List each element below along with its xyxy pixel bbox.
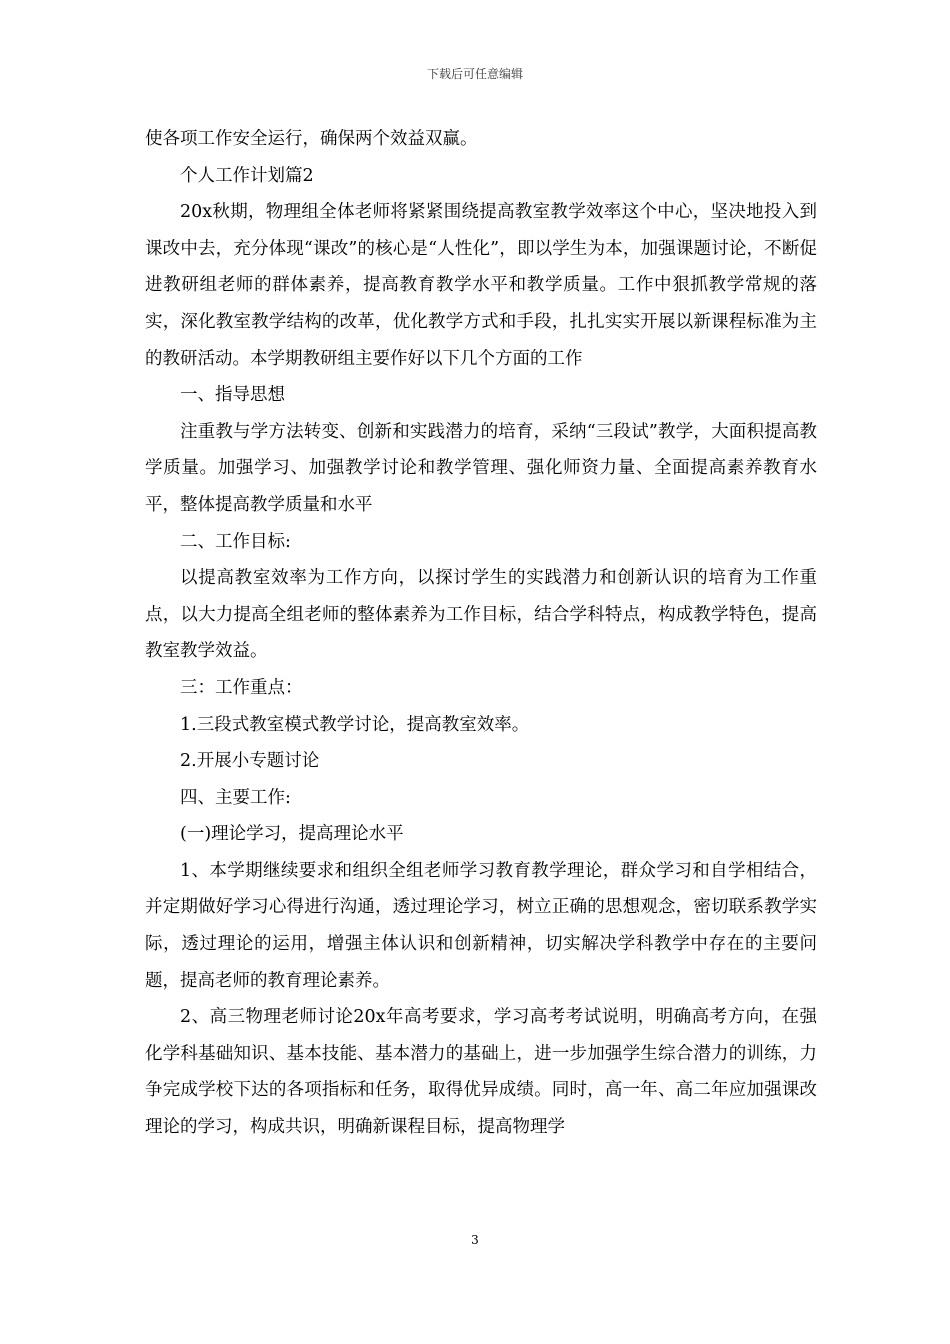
- document-body: [145, 121, 817, 1146]
- paragraph: 1.三段式教室模式教学讨论，提高教室效率。: [180, 714, 530, 735]
- paragraph: 个人工作计划篇2: [180, 165, 314, 186]
- paragraph: 一、指导思想: [180, 385, 285, 406]
- paragraph: 20x秋期，物理组全体老师将紧紧围绕提高教室教学效率这个中心，坚决地投入到课改中去，充分体现“课改”的核心是“人性化”，即以学生为本，加强课题讨论，不断促进教研组老师的群体素养，提高教育教学水平和教学质量。工作中狠抓教学常规的落实，深化教室教学结构的改革，优化教学方式和手段，扎扎实实开展以新课程标准为主的教研活动。本学期教研组主要作好以下几个方面的工作: [145, 202, 817, 369]
- paragraph: 2、高三物理老师讨论20x年高考要求，学习高考考试说明，明确高考方向，在强化学科基础知识、基本技能、基本潜力的基础上，进一步加强学生综合潜力的训练，力争完成学校下达的各项指标和任务，取得优异成绩。同时，高一年、高二年应加强课改理论的学习，构成共识，明确新课程目标，提高物理学: [145, 1007, 817, 1138]
- paragraph: 四、主要工作:: [180, 787, 291, 808]
- paragraph: (一)理论学习，提高理论水平: [180, 824, 404, 845]
- page-header-note: 下载后可任意编辑: [426, 67, 523, 81]
- paragraph: 1、本学期继续要求和组织全组老师学习教育教学理论，群众学习和自学相结合，并定期做好学习心得进行沟通，透过理论学习，树立正确的思想观念，密切联系教学实际，透过理论的运用，增强主体认识和创新精神，切实解决学科教学中存在的主要问题，提高老师的教育理论素养。: [145, 860, 817, 991]
- paragraph: 三：工作重点：: [180, 677, 303, 698]
- paragraph: 使各项工作安全运行，确保两个效益双赢。: [145, 129, 478, 149]
- paragraph: 2.开展小专题讨论: [180, 751, 320, 772]
- page-number: 3: [471, 1233, 479, 1247]
- paragraph: 以提高教室效率为工作方向，以探讨学生的实践潜力和创新认识的培育为工作重点，以大力提高全组老师的整体素养为工作目标，结合学科特点，构成教学特色，提高教室教学效益。: [145, 568, 817, 662]
- paragraph: 二、工作目标:: [180, 531, 291, 552]
- paragraph: 注重教与学方法转变、创新和实践潜力的培育，采纳“三段试”教学，大面积提高教学质量。加强学习、加强教学讨论和教学管理、强化师资力量、全面提高素养教育水平，整体提高教学质量和水平: [145, 421, 817, 515]
